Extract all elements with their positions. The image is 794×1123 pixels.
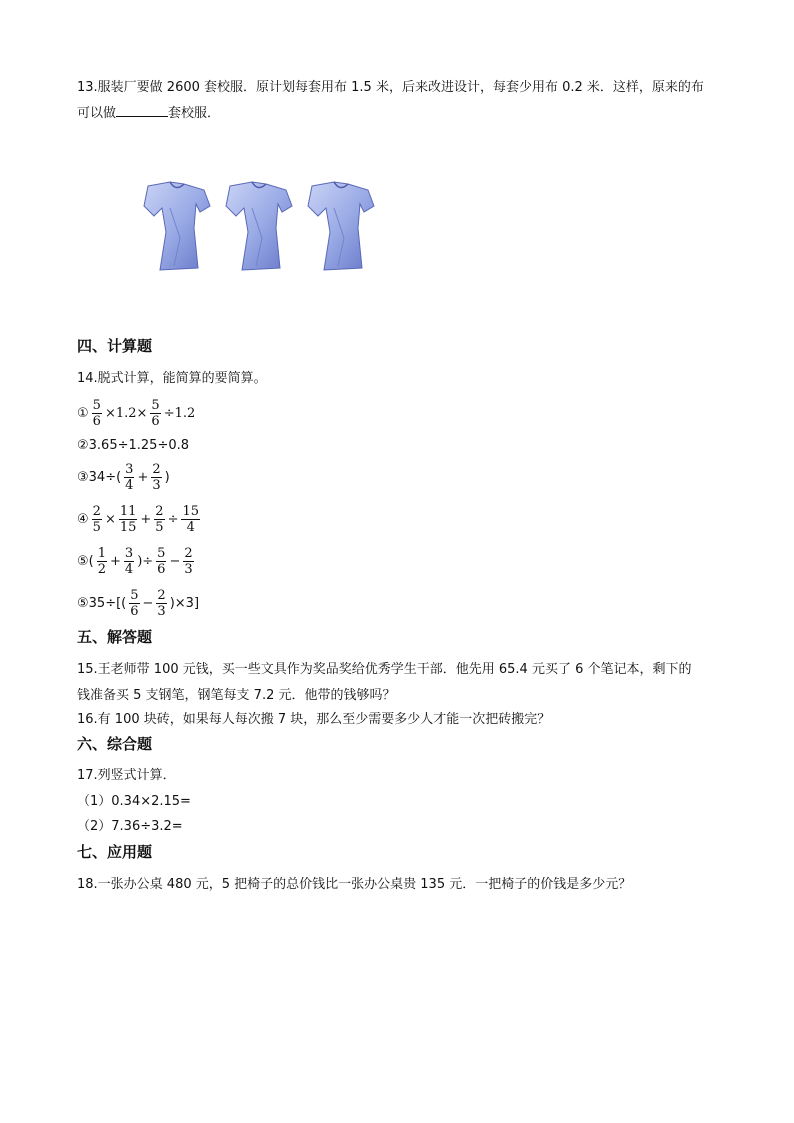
fraction-numerator: 2	[152, 462, 161, 477]
shirt-icon-2	[226, 182, 292, 270]
fraction-numerator: 3	[125, 462, 134, 477]
fraction-numerator: 5	[130, 588, 139, 603]
section-6-title: 六、综合题	[77, 735, 153, 753]
fraction-denominator: 6	[157, 562, 166, 577]
fraction-numerator: 15	[182, 504, 200, 519]
fraction-numerator: 5	[92, 398, 101, 413]
fraction-numerator: 2	[184, 546, 193, 561]
fraction	[156, 546, 166, 577]
fraction-denominator: 4	[124, 562, 134, 577]
fraction	[92, 504, 102, 535]
q14-expr-1	[77, 398, 195, 429]
expr-3-pre: ③34÷(	[77, 469, 122, 485]
fraction	[150, 398, 160, 429]
expr-6-post: )×3]	[169, 595, 200, 611]
q13-answer-blank	[116, 104, 168, 117]
expr-5-pre: ⑤(	[77, 553, 94, 569]
fraction-denominator: 15	[119, 520, 137, 535]
fraction	[119, 504, 138, 535]
q14-prompt: 14.脱式计算，能简算的要简算。	[77, 371, 267, 386]
fraction-numerator: 11	[119, 504, 137, 519]
q13-line1: 13.服装厂要做 2600 套校服．原计划每套用布 1.5 米，后来改进设计，每套少用布 0.2 米．这样，原来的布	[77, 80, 704, 95]
fraction-denominator: 6	[130, 604, 139, 619]
q18-text: 18.一张办公桌 480 元，5 把椅子的总价钱比一张办公桌贵 135 元．一把椅子的价钱是多少元？	[77, 877, 632, 892]
q14-expr-5	[77, 546, 197, 577]
plus-operator: +	[110, 553, 121, 569]
fraction-numerator: 5	[151, 398, 160, 413]
minus-operator: −	[169, 553, 181, 569]
uniform-illustration	[140, 178, 385, 273]
fraction-denominator: 5	[92, 520, 101, 535]
q15-line1: 15.王老师带 100 元钱，买一些文具作为奖品奖给优秀学生干部．他先用 65.4 元买了 6 个笔记本，剩下的	[77, 662, 692, 677]
fraction-numerator: 2	[157, 588, 166, 603]
fraction	[181, 504, 200, 535]
fraction-denominator: 3	[157, 604, 166, 619]
fraction	[154, 504, 164, 535]
fraction-denominator: 2	[97, 562, 107, 577]
expr-4-mark: ④	[77, 511, 89, 527]
fraction-denominator: 5	[155, 520, 164, 535]
expr-6-pre: ⑤35÷[(	[77, 595, 127, 611]
fraction-numerator: 5	[157, 546, 166, 561]
divide-operator: ÷	[167, 511, 179, 527]
fraction-numerator: 1	[97, 546, 107, 561]
q14-expr-3	[77, 462, 170, 493]
q13-line2-end: 套校服．	[168, 106, 221, 121]
fraction	[92, 398, 102, 429]
expr-5-text: )÷	[137, 553, 154, 569]
fraction-denominator: 3	[184, 562, 193, 577]
fraction	[151, 462, 161, 493]
fraction	[97, 546, 107, 577]
fraction	[124, 462, 134, 493]
fraction	[124, 546, 134, 577]
q13-line2-start: 可以做	[77, 106, 117, 121]
section-4-title: 四、计算题	[77, 337, 153, 355]
shirt-icon-3	[308, 182, 374, 270]
fraction-denominator: 6	[92, 414, 101, 429]
fraction-denominator: 3	[152, 478, 161, 493]
fraction-numerator: 3	[124, 546, 134, 561]
q14-expr-4	[77, 504, 203, 535]
q14-expr-6	[77, 588, 199, 619]
q13-line2	[77, 104, 220, 123]
fraction	[129, 588, 139, 619]
section-7-title: 七、应用题	[77, 843, 153, 861]
q15-line2: 钱准备买 5 支钢笔，钢笔每支 7.2 元．他带的钱够吗？	[77, 688, 396, 703]
section-5-title: 五、解答题	[77, 628, 153, 646]
expr-3-post: )	[164, 469, 170, 485]
shirt-icon-1	[144, 182, 210, 270]
q14-expr-2: ②3.65÷1.25÷0.8	[77, 438, 190, 453]
expr-1-mark: ①	[77, 405, 89, 421]
fraction	[156, 588, 166, 619]
q17-prompt: 17.列竖式计算．	[77, 768, 176, 783]
fraction-denominator: 4	[186, 520, 195, 535]
times-operator: ×	[104, 511, 116, 527]
q17-part-2: （2）7.36÷3.2=	[77, 819, 183, 834]
minus-operator: −	[142, 595, 154, 611]
fraction-numerator: 2	[155, 504, 164, 519]
q17-part-1: （1）0.34×2.15=	[77, 794, 191, 809]
fraction-denominator: 4	[125, 478, 134, 493]
expr-1-text-1: ×1.2×	[104, 405, 148, 421]
plus-operator: +	[140, 511, 152, 527]
school-uniform-shirts-icon	[140, 178, 385, 273]
fraction	[183, 546, 193, 577]
fraction-denominator: 6	[151, 414, 160, 429]
expr-1-text-2: ÷1.2	[163, 405, 196, 421]
fraction-numerator: 2	[92, 504, 101, 519]
q16-text: 16.有 100 块砖，如果每人每次搬 7 块，那么至少需要多少人才能一次把砖搬完？	[77, 712, 551, 727]
plus-operator: +	[137, 469, 149, 485]
